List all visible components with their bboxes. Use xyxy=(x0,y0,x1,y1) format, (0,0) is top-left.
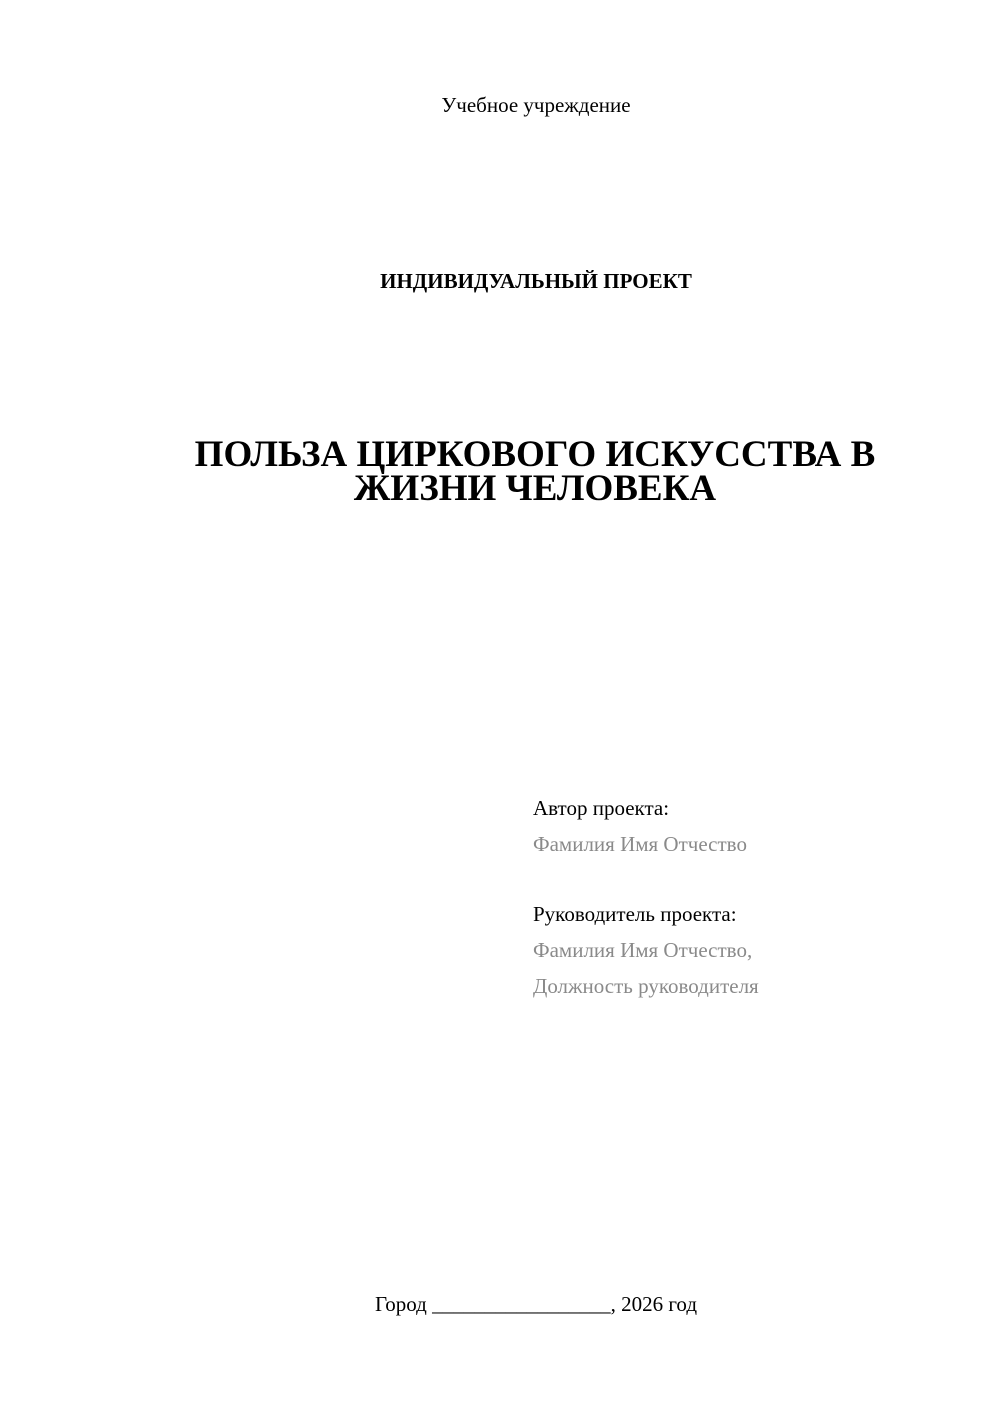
signature-section xyxy=(533,790,973,1004)
author-name: Фамилия Имя Отчество xyxy=(533,832,747,856)
author-label: Автор проекта: xyxy=(533,796,670,820)
project-title-line-1: ПОЛЬЗА ЦИРКОВОГО ИСКУССТВА В xyxy=(194,434,876,475)
document-type: ИНДИВИДУАЛЬНЫЙ ПРОЕКТ xyxy=(380,269,692,293)
city-year-line: Город _________________, 2026 год xyxy=(374,1292,698,1316)
project-title-line-2: ЖИЗНИ ЧЕЛОВЕКА xyxy=(353,468,717,509)
author-block xyxy=(533,790,973,862)
supervisor-position: Должность руководителя xyxy=(533,974,759,998)
institution-name: Учебное учреждение xyxy=(441,93,631,117)
project-title xyxy=(140,434,930,509)
supervisor-block xyxy=(533,896,973,1004)
supervisor-label: Руководитель проекта: xyxy=(533,902,737,926)
supervisor-name: Фамилия Имя Отчество, xyxy=(533,938,753,962)
